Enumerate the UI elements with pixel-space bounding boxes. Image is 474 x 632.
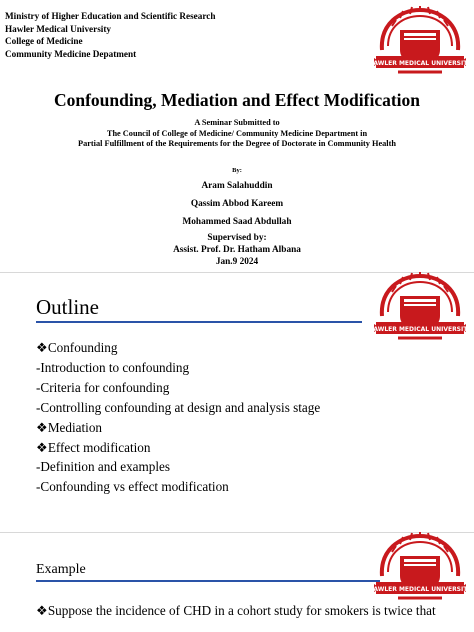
submission-line: The Council of College of Medicine/ Community Medicine Department in (106, 128, 368, 138)
example-title: Example (36, 562, 86, 577)
institution-header (5, 10, 215, 60)
supervised-label: Supervised by: (207, 233, 267, 243)
submission-line: A Seminar Submitted to (194, 118, 280, 127)
outline-title: Outline (36, 295, 99, 319)
list-item: -Definition and examples (36, 459, 171, 475)
university-line: Hawler Medical University (5, 23, 111, 34)
date: Jan.9 2024 (215, 257, 259, 267)
list-item: ❖Effect modification (36, 439, 151, 455)
list-item: ❖Confounding (36, 340, 118, 355)
author-name: Mohammed Saad Abdullah (182, 217, 292, 227)
example-text: ❖Suppose the incidence of CHD in a cohort study for smokers is twice that (36, 603, 436, 618)
list-item: ❖Mediation (36, 419, 103, 435)
author-name: Aram Salahuddin (201, 181, 273, 191)
supervisor-name: Assist. Prof. Dr. Hatham Albana (173, 245, 301, 255)
seminar-title: Confounding, Mediation and Effect Modification (53, 90, 421, 110)
outline-list (36, 338, 320, 497)
by-label: By: (232, 167, 242, 174)
list-item: -Criteria for confounding (36, 379, 170, 395)
submission-block (0, 118, 474, 150)
university-logo (370, 532, 470, 604)
list-item: -Controlling confounding at design and analysis stage (36, 399, 321, 415)
department-line: Community Medicine Depatment (5, 48, 137, 59)
title-rule (36, 580, 380, 582)
list-item: -Introduction to confounding (36, 359, 190, 375)
submission-line: Partial Fulfillment of the Requirements for the Degree of Doctorate in Community Health (78, 139, 396, 148)
list-item: -Confounding vs effect modification (36, 479, 229, 495)
university-logo (370, 6, 470, 78)
college-line: College of Medicine (5, 36, 83, 46)
title-rule (36, 321, 362, 323)
author-name: Qassim Abbod Kareem (190, 199, 284, 209)
ministry-line: Ministry of Higher Education and Scientific Research (5, 11, 216, 21)
university-logo (370, 272, 470, 344)
